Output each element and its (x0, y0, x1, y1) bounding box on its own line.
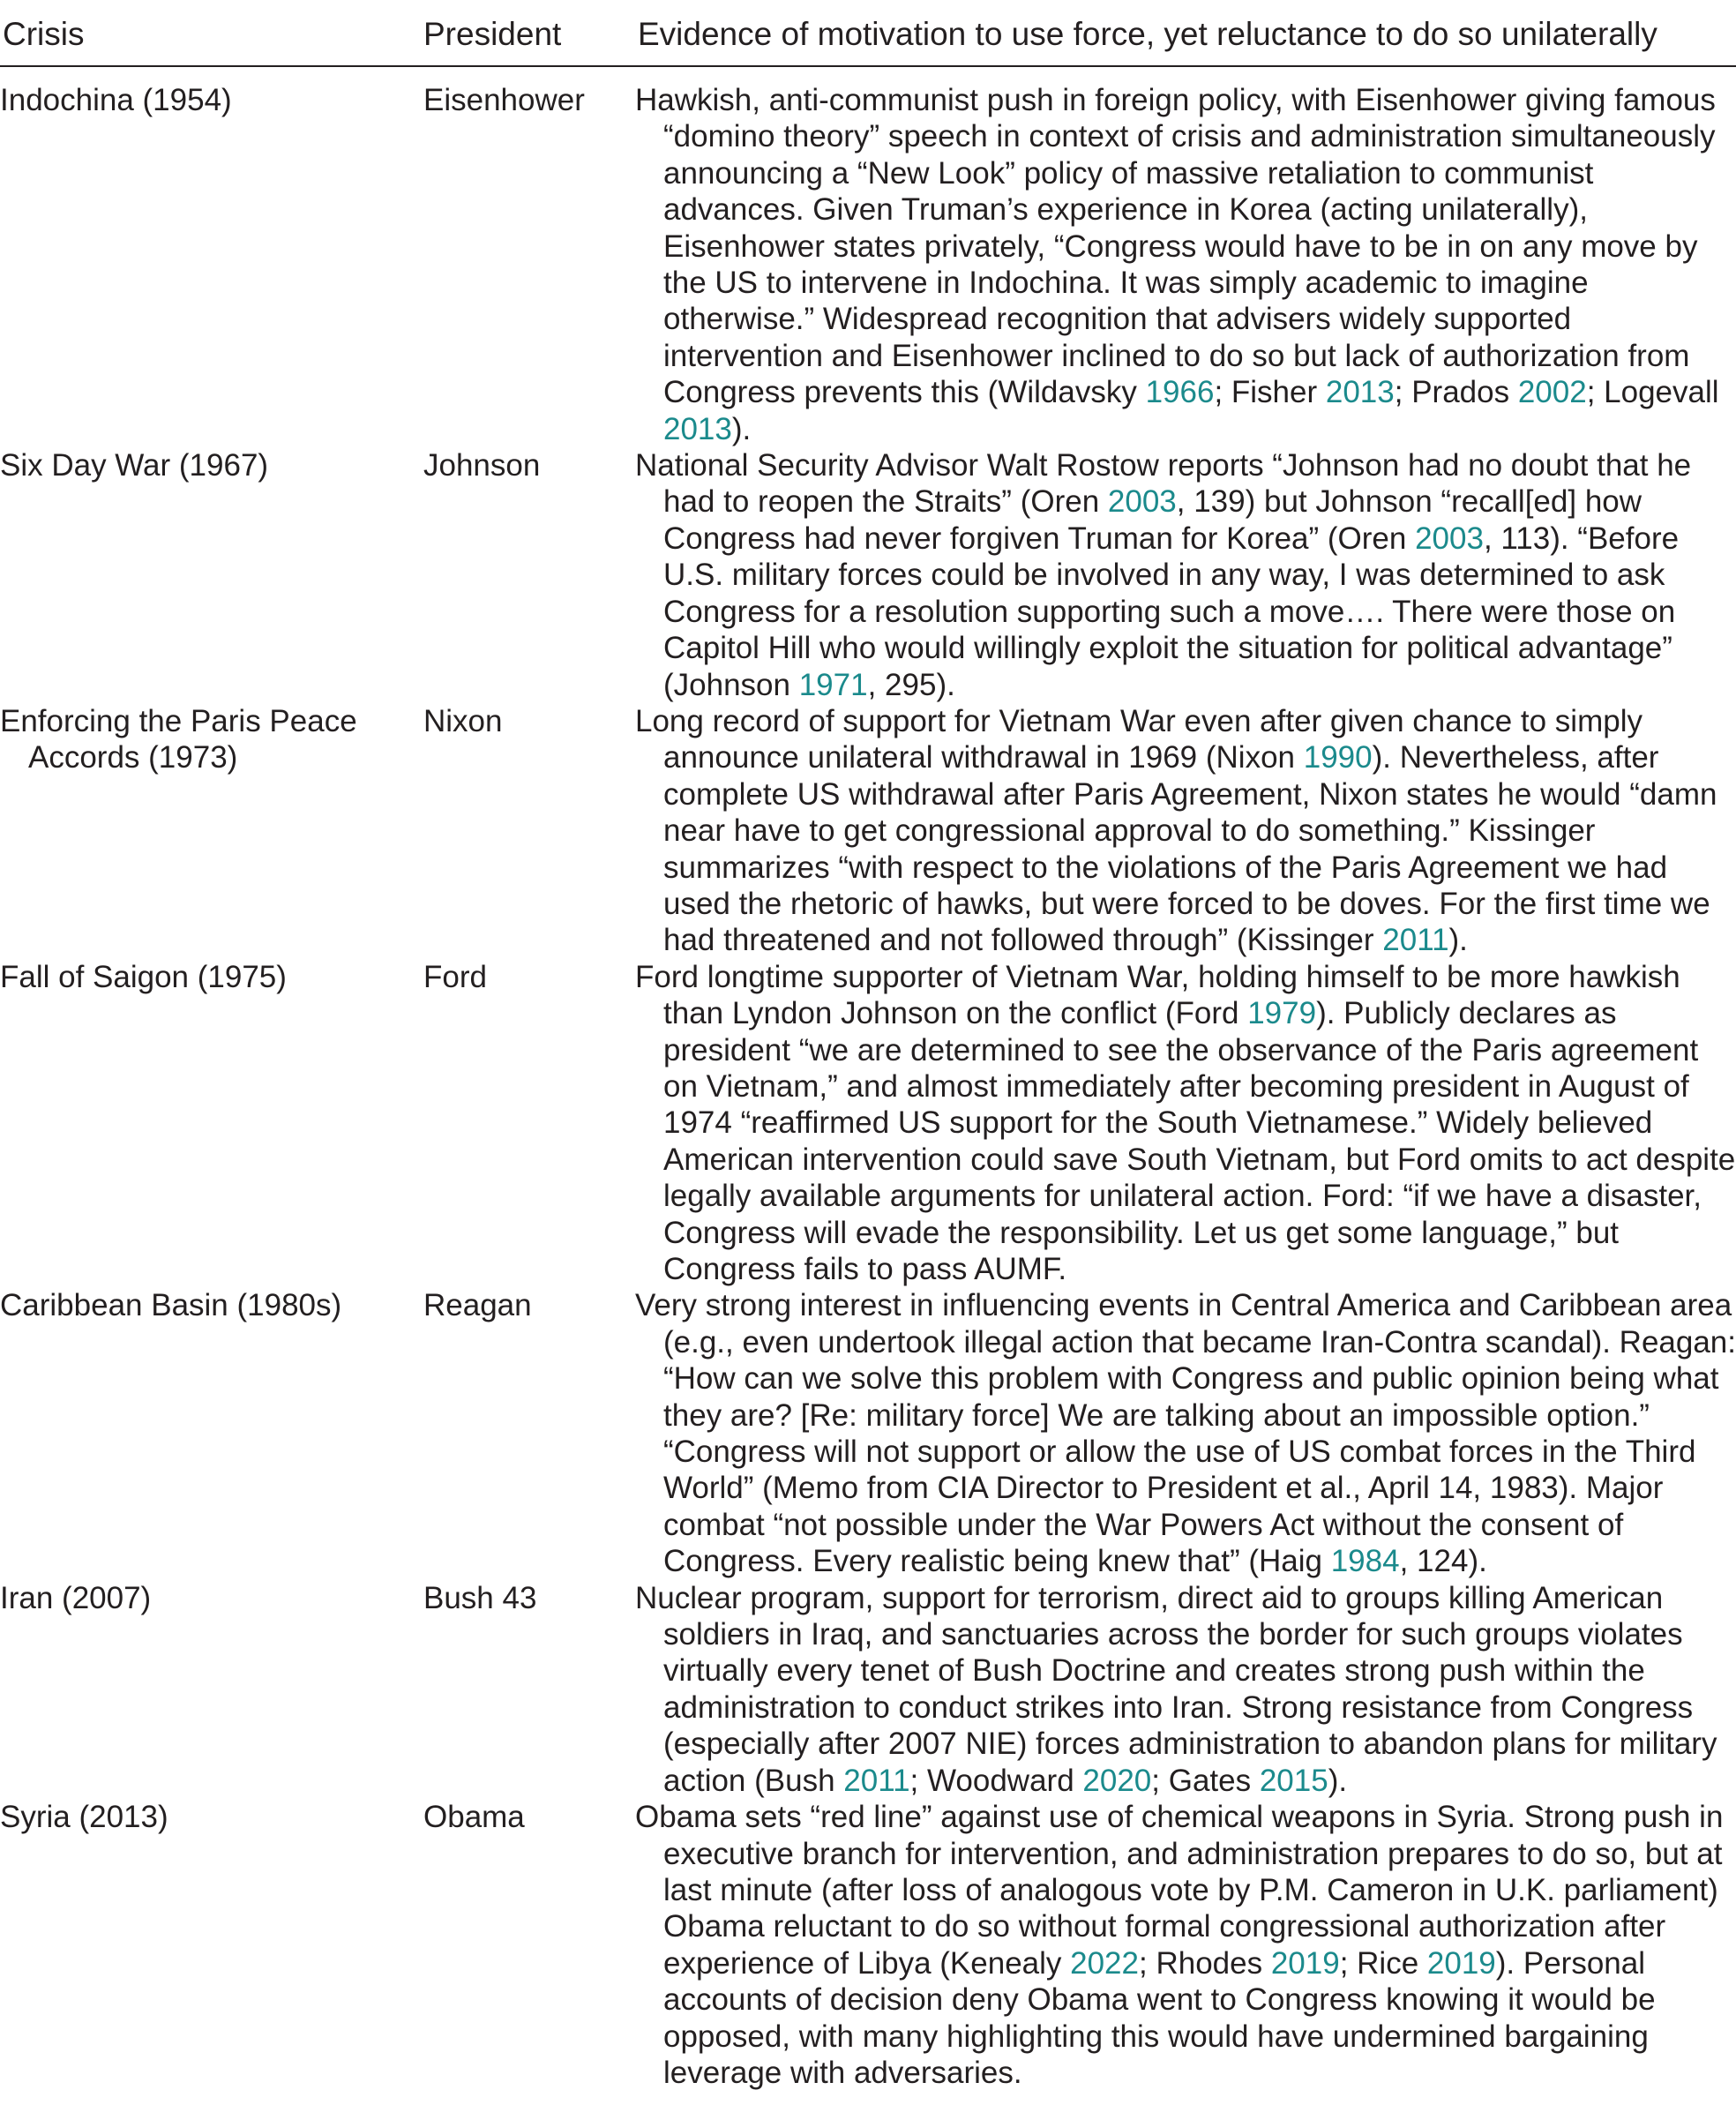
evidence-text: , 113). “Before U.S. military forces could be involved in any way, I was determined to ask Congress for a resolution supporting such a move…. There were those on Capitol Hill who would willingly exploit the situation for political advantage” (Johnson (663, 521, 1680, 702)
president-cell: Bush 43 (423, 1580, 537, 1615)
evidence-cell (635, 447, 1736, 703)
evidence-text: ; Gates (1151, 1763, 1260, 1798)
evidence-text: , 124). (1399, 1544, 1487, 1579)
president-cell: Nixon (423, 703, 503, 738)
citation-year-link[interactable]: 2020 (1082, 1763, 1152, 1798)
president-cell: Ford (423, 959, 487, 994)
evidence-text: ; Rice (1339, 1945, 1427, 1981)
citation-year-link[interactable]: 2013 (1325, 375, 1395, 410)
evidence-cell (635, 66, 1736, 447)
table-row (0, 1799, 1736, 2091)
citation-year-link[interactable]: 2022 (1070, 1945, 1139, 1981)
evidence-text: ; Fisher (1214, 375, 1326, 410)
header-row (0, 0, 1736, 66)
evidence-cell (635, 959, 1736, 1288)
evidence-text: ). Nevertheless, after complete US withdrawal after Paris Agreement, Nixon states he would “damn near have to get congressional approval to do something.” Kissinger summarizes “with respect to the violations of the Paris Agreement we had used the rhetoric of hawks, but were forced to be doves. For the first time we had threatened and not followed through” (Kissinger (663, 740, 1717, 958)
table-row (0, 447, 1736, 703)
evidence-text: ). (1448, 923, 1468, 958)
president-cell: Obama (423, 1800, 525, 1835)
evidence-text: Long record of support for Vietnam War even after given chance to simply announce unilateral withdrawal in 1969 (Nixon (635, 703, 1642, 775)
evidence-text: ). Publicly declares as president “we are determined to see the observance of the Paris agreement on Vietnam,” and almost immediately after becoming president in August of 1974 “reaffirmed US support for the South Vietnamese.” Widely believed American intervention could save South Vietnam, but Ford omits to act despite legally available arguments for unilateral action. Ford: “if we have a disaster, Congress will evade the responsibility. Let us get some language,” but Congress fails to pass AUMF. (663, 996, 1736, 1286)
citation-year-link[interactable]: 2015 (1259, 1763, 1328, 1798)
president-cell: Johnson (423, 448, 541, 483)
table-row (0, 959, 1736, 1288)
citation-year-link[interactable]: 2011 (1382, 923, 1449, 958)
citation-year-link[interactable]: 1966 (1145, 375, 1215, 410)
evidence-text: ; Logevall (1586, 375, 1719, 410)
header-president: President (423, 16, 562, 52)
header-evidence: Evidence of motivation to use force, yet reluctance to do so unilaterally (638, 16, 1657, 52)
table-header (0, 0, 1736, 66)
citation-year-link[interactable]: 1979 (1247, 996, 1317, 1031)
evidence-cell (635, 1287, 1736, 1579)
evidence-text: ). (731, 411, 752, 446)
crisis-cell: Fall of Saigon (1975) (0, 959, 287, 994)
evidence-text: National Security Advisor Walt Rostow reports “Johnson had no doubt that he had to reopen the Straits” (Oren (635, 448, 1692, 520)
evidence-text: ; Woodward (909, 1763, 1083, 1798)
citation-year-link[interactable]: 2019 (1426, 1945, 1496, 1981)
evidence-text: ; Prados (1394, 375, 1518, 410)
evidence-text: Nuclear program, support for terrorism, direct aid to groups killing American soldiers in Iraq, and sanctuaries across the border for such groups violates virtually every tenet of Bush Doctrine and creates strong push within the administration to conduct strikes into Iran. Strong resistance from Congress (especially after 2007 NIE) forces administration to abandon plans for military action (Bush (635, 1580, 1717, 1798)
table-row (0, 703, 1736, 959)
evidence-cell (635, 1580, 1736, 1799)
evidence-text: ; Rhodes (1139, 1945, 1271, 1981)
citation-year-link[interactable]: 2003 (1415, 521, 1484, 556)
citation-year-link[interactable]: 2013 (663, 411, 732, 446)
evidence-text: ). Personal accounts of decision deny Obama went to Congress knowing it would be opposed, with many highlighting this would have undermined bargaining leverage with adversaries. (663, 1945, 1656, 2090)
evidence-text: , 295). (867, 667, 955, 702)
crisis-cell: Enforcing the Paris Peace Accords (1973) (0, 703, 357, 775)
evidence-text: Ford longtime supporter of Vietnam War, holding himself to be more hawkish than Lyndon Johnson on the conflict (Ford (635, 959, 1680, 1031)
crisis-cell: Indochina (1954) (0, 83, 232, 117)
evidence-cell (635, 1799, 1736, 2091)
president-cell: Reagan (423, 1288, 532, 1323)
citation-year-link[interactable]: 1990 (1303, 740, 1373, 775)
table-body (0, 66, 1736, 2091)
crisis-cell: Caribbean Basin (1980s) (0, 1288, 342, 1323)
evidence-text: Hawkish, anti-communist push in foreign policy, with Eisenhower giving famous “domino theory” speech in context of crisis and administration simultaneously announcing a “New Look” policy of massive retaliation to communist advances. Given Truman’s experience in Korea (acting unilaterally), Eisenhower states privately, “Congress would have to be in on any move by the US to intervene in Indochina. It was simply academic to imagine otherwise.” Widespread recognition that advisers widely supported intervention and Eisenhower inclined to do so but lack of authorization from Congress prevents this (Wildavsky (635, 83, 1716, 410)
citation-year-link[interactable]: 2011 (843, 1763, 910, 1798)
citation-year-link[interactable]: 1971 (798, 667, 868, 702)
evidence-text: Very strong interest in influencing events in Central America and Caribbean area (e.g., even undertook illegal action that became Iran-Contra scandal). Reagan: “How can we solve this problem with Congress and public opinion being what they are? [Re: military force] We are talking about an impossible option.” “Congress will not support or allow the use of US combat forces in the Third World” (Memo from CIA Director to President et al., April 14, 1983). Major combat “not possible under the War Powers Act without the consent of Congress. Every realistic being knew that” (Haig (635, 1288, 1736, 1579)
citation-year-link[interactable]: 2002 (1517, 375, 1587, 410)
evidence-text: , 139) but Johnson “recall[ed] how Congress had never forgiven Truman for Korea” (Oren (663, 484, 1642, 556)
crisis-cell: Syria (2013) (0, 1800, 168, 1835)
crisis-cell: Iran (2007) (0, 1580, 152, 1615)
citation-year-link[interactable]: 2019 (1270, 1945, 1340, 1981)
header-crisis: Crisis (3, 16, 85, 52)
table-row (0, 1580, 1736, 1799)
crisis-cell: Six Day War (1967) (0, 448, 269, 483)
table-row (0, 66, 1736, 447)
citation-year-link[interactable]: 1984 (1330, 1544, 1400, 1579)
evidence-text: Obama sets “red line” against use of chemical weapons in Syria. Strong push in executive branch for intervention, and administration prepares to do so, but at last minute (after loss of analogous vote by P.M. Cameron in U.K. parliament) Obama reluctant to do so without formal congressional authorization after experience of Libya (Kenealy (635, 1800, 1724, 1981)
evidence-text: ). (1328, 1763, 1348, 1798)
evidence-cell (635, 703, 1736, 959)
president-cell: Eisenhower (423, 83, 585, 117)
citation-year-link[interactable]: 2003 (1107, 484, 1177, 520)
table-row (0, 1287, 1736, 1579)
